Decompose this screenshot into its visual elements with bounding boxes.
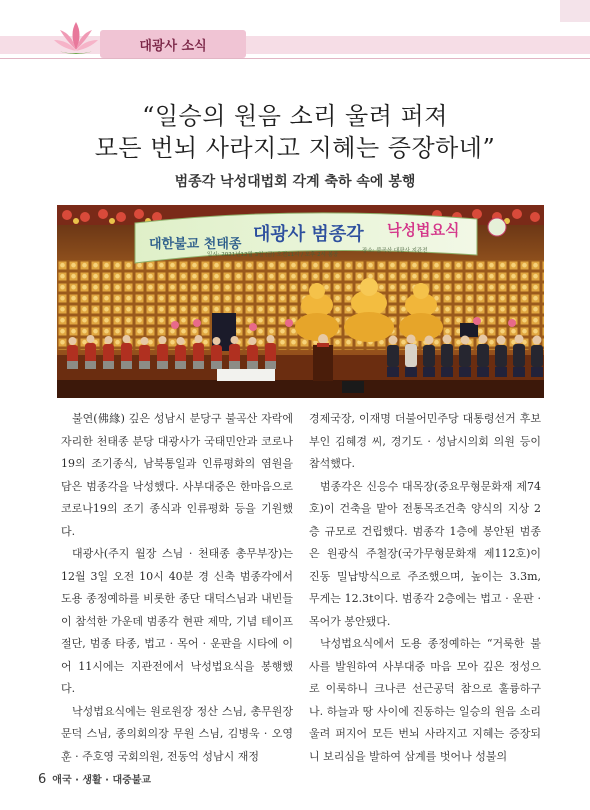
article-column-right [309,408,541,768]
paragraph: 경제국장, 이재명 더불어민주당 대통령선거 후보 부인 김혜경 씨, 경기도 · 성남시의회 의원 등이 참석했다. [309,412,541,470]
article-column-left [61,408,293,768]
article-title-line1: “일승의 원음 소리 울려 퍼져 [142,102,448,130]
header-rule [0,58,590,59]
paragraph: 낙성법요식에서 도용 종정예하는 “거룩한 불사를 발원하여 사부대중 마음 모아 깊은 정성으로 이룩하니 크나큰 선근공덕 참으로 훌륭하구나. 하늘과 땅 사이에 진동하는 일승의 원음 소리 울려 퍼지어 모든 번뇌 사라지고 지혜는 증장되니 보리심을 발하여 삼계를 벗어나 성불의 [309,637,541,763]
publication-name: 애국 · 생활 · 대중불교 [52,775,152,786]
page-header [0,0,590,70]
banner-title-small: 대한불교 천태종 [149,237,242,252]
paragraph: 불연(佛緣) 깊은 성남시 분당구 불곡산 자락에 자리한 천태종 분당 대광사가 국태민안과 코로나19의 조기종식, 남북통일과 인류평화의 염원을 담은 범종각을 낙성했다. 사부대중은 한마음으로 코로나19의 조기 종식과 인류평화 등을 기원했다. [61,412,293,538]
lotus-icon [52,18,100,58]
section-label: 대광사 소식 [100,30,246,58]
banner-place: 장소: 불곡산 대광사 지관전 [362,248,428,254]
banner-detail: 일시: 2021년12월 3일 (금) 오전11시 / 오후 2시 봉공 [207,252,339,258]
page-number: 6 [38,772,47,787]
paragraph: 대광사(주지 월장 스님 · 천태종 총무부장)는 12월 3일 오전 10시 40분 경 신축 범종각에서 도용 종정예하를 비롯한 종단 대덕스님과 내빈들이 참석한 가운데 범종각 현판 제막, 기념 테이프 절단, 범종 타종, 법고 · 목어 · 운판을 시타에 이어 11시에는 지관전에서 낙성법요식을 봉행했다. [61,547,293,695]
corner-decoration [560,0,590,22]
paragraph: 범종각은 신응수 대목장(중요무형문화재 제74호)이 건축을 맡아 전통목조건축 양식의 지상 2층 규모로 건립했다. 범종각 1층에 봉안된 범종은 원광식 주철장(국가무형문화재 제112호)이 진동 밀납방식으로 주조했으며, 높이는 3.3m, 무게는 12.3t이다. 범종각 2층에는 법고 · 운판 · 목어가 봉안됐다. [309,479,541,628]
banner-title-main: 대광사 범종각 [253,224,364,245]
article-subtitle: 범종각 낙성대법회 각계 축하 속에 봉행 [174,174,416,190]
article-title-line2: 모든 번뇌 사라지고 지혜는 증장하네” [94,134,496,162]
ceremony-photo [57,205,544,398]
paragraph: 낙성법요식에는 원로원장 정산 스님, 총무원장 문덕 스님, 종의회의장 무원 스님, 김병욱 · 오영훈 · 주호영 국회의원, 전동억 성남시 재정 [61,704,293,763]
banner-title-event: 낙성법요식 [387,221,460,239]
page-footer [38,771,151,787]
